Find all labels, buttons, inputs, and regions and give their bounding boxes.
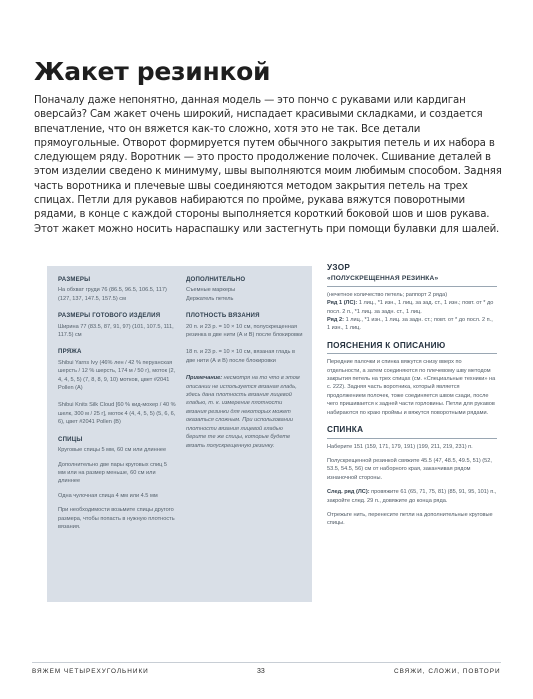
sizes-heading: РАЗМЕРЫ <box>58 276 91 283</box>
yarn-text-1: Shibui Yarns Ivy (46% лен / 42 % перуанская шерсть / 12 % шерсть, 174 м / 50 г), моток (2, 4, 4, 5, 5) (7, 8, 8, 9, 10) мотков, цвет #2041 Pollen (A) <box>58 359 176 392</box>
back-3-label: След. ряд (ЛС): <box>327 489 370 496</box>
gauge-text-1: 20 п. и 23 р. = 10 × 10 см, полускрещенная резинка в две нити (А и В) после блокировки <box>186 323 303 339</box>
pattern-name: «ПОЛУСКРЕЩЕННАЯ РЕЗИНКА» <box>327 275 439 283</box>
intro-text: Поначалу даже непонятно, данная модель — это пончо с рукавами или кардиган оверсайз? Сам жакет очень широкий, ниспадает красивыми складками, и создается впечатление, что он вяжется как-то сложно, хотя это не так. Все детали прямоугольные. Отворот формируется путем обычного закрытия петель и их набора в следующем ряду. Воротник — это просто продолжение полочек. Сшивание деталей в этом изделии сведено к минимуму, швы выполняются моим любимым способом. Задняя часть воротника и плечевые швы соединяются методом закрытия петель на трех спицах. Петли для рукавов набираются по пройме, рукава вяжутся поворотными рядами, в конце с каждой стороны выполняется короткий боковой шов и шов рукава. Этот жакет можно носить нараспашку или застегнуть при помощи булавки для шалей. <box>34 95 502 235</box>
finished-text: Ширина 77 (83.5, 87, 91, 97) (101, 107.5, 111, 117.5) см <box>58 323 174 339</box>
gauge-text-2: 18 п. и 23 р. = 10 × 10 см, вязаная гладь в две нити (А и В) после блокировки <box>186 349 295 364</box>
back-heading: СПИНКА <box>327 425 364 435</box>
back-text-2: Полускрещенной резинкой свяжите 45.5 (47, 48.5, 49.5, 51) (52, 53.5, 54.5, 56) см от наборного края, заканчивая рядом изнаночной стороны. <box>327 457 492 481</box>
pattern-column <box>327 264 497 534</box>
needles-text-3: Одна чулочная спица 4 мм или 4.5 мм <box>58 492 158 499</box>
extra-text-1: Съемные маркеры <box>186 287 236 294</box>
note-label: Примечание: <box>186 375 223 382</box>
pattern-row-2 <box>327 316 497 333</box>
back-text-4: Отрежьте нить, перенесите петли на дополнительные круговые спицы. <box>327 511 493 527</box>
divider <box>327 353 497 354</box>
extra-heading: ДОПОЛНИТЕЛЬНО <box>186 276 246 283</box>
row-1-text: 1 лиц., *1 изн., 1 лиц. за зад. ст., 1 изн.; повт. от * до посл. 2 п., *1 лиц. за задн. ст., 1 лиц. <box>327 300 494 315</box>
row-2-text: 1 лиц., *1 изн., 1 лиц. за задн. ст.; повт. от * до посл. 2 п., 1 изн., 1 лиц. <box>327 317 493 332</box>
divider <box>327 438 497 439</box>
notes-text: Передние палочки и спинка вяжутся снизу вверх по отдельности, а затем соединяются по плечевому шву методом закрытия петель на трех спицах (см. «Специальные техники» на с. 222). Задняя часть воротника, который является продолжением полочек, тоже соединяется швом сзади, после чего пришивается к задней части горловины. Петли для рукавов набираются по краю проймы и вяжутся поворотными рядами. <box>327 359 496 416</box>
divider <box>327 286 497 287</box>
back-3-text: провяжите 61 (65, 71, 75, 81) (85, 91, 95, 101) п., закройте след. 29 п., довяжите до конца ряда. <box>327 489 497 504</box>
pattern-heading: УЗОР <box>327 263 351 272</box>
sizes-text: На обхват груди 76 (86.5, 96.5, 106.5, 117) (127, 137, 147.5, 157.5) см <box>58 287 167 302</box>
finished-heading: РАЗМЕРЫ ГОТОВОГО ИЗДЕЛИЯ <box>58 312 161 320</box>
row-1-label: Ряд 1 (ЛС): <box>327 300 358 307</box>
footer-book-section: ВЯЖЕМ ЧЕТЫРЕХУГОЛЬНИКИ <box>32 668 149 675</box>
needles-text-4: При необходимости возьмите спицы другого размера, чтобы попасть в нужную плотность вязания. <box>58 507 175 530</box>
yarn-heading: ПРЯЖА <box>58 348 82 356</box>
page-title: Жакет резинкой <box>34 57 271 86</box>
needles-text-2: Дополнительно две пары круговых спиц 5 мм или на размер меньше, 60 см или длиннее <box>58 461 167 485</box>
gauge-note <box>186 374 304 450</box>
specs-mid-column <box>186 276 304 459</box>
row-2-label: Ряд 2: <box>327 317 344 324</box>
page-number: 33 <box>257 668 265 675</box>
back-text-1: Наберите 151 (159, 171, 179, 191) (199, 211, 219, 231) п. <box>327 443 473 450</box>
notes-heading: ПОЯСНЕНИЯ К ОПИСАНИЮ <box>327 340 446 350</box>
pattern-row-1 <box>327 299 497 316</box>
extra-text-2: Держатель петель <box>186 295 234 302</box>
pattern-subtitle: (нечетное количество петель; раппорт 2 ряда) <box>327 291 448 298</box>
specs-left-column <box>58 276 176 537</box>
gauge-heading: ПЛОТНОСТЬ ВЯЗАНИЯ <box>186 312 260 320</box>
needles-heading: СПИЦЫ <box>58 435 83 443</box>
yarn-text-2: Shibui Knits Silk Cloud [60 % кид-мохер / 40 % шелк, 300 м / 25 г], моток 4 (4, 4, 5, 5) (5, 6, 6, 6), цвет #2041 Pollen (B) <box>58 402 176 426</box>
footer-divider <box>32 662 501 663</box>
needles-text-1: Круговые спицы 5 мм, 60 см или длиннее <box>58 447 167 454</box>
footer-book-title: СВЯЖИ, СЛОЖИ, ПОВТОРИ <box>394 668 501 675</box>
intro-paragraph <box>34 94 504 237</box>
note-text: несмотря на то что в этом описании не используется вязаная гладь, здесь дана плотность вязания лицевой гладью, т. к. измерение плотности вязания резинки для некоторых может оказаться сложным. При использовании плотности вязания лицевой гладью берите те же спицы, которые будете вязать полускрещенную резинку. <box>186 375 300 449</box>
back-text-3 <box>327 488 497 505</box>
